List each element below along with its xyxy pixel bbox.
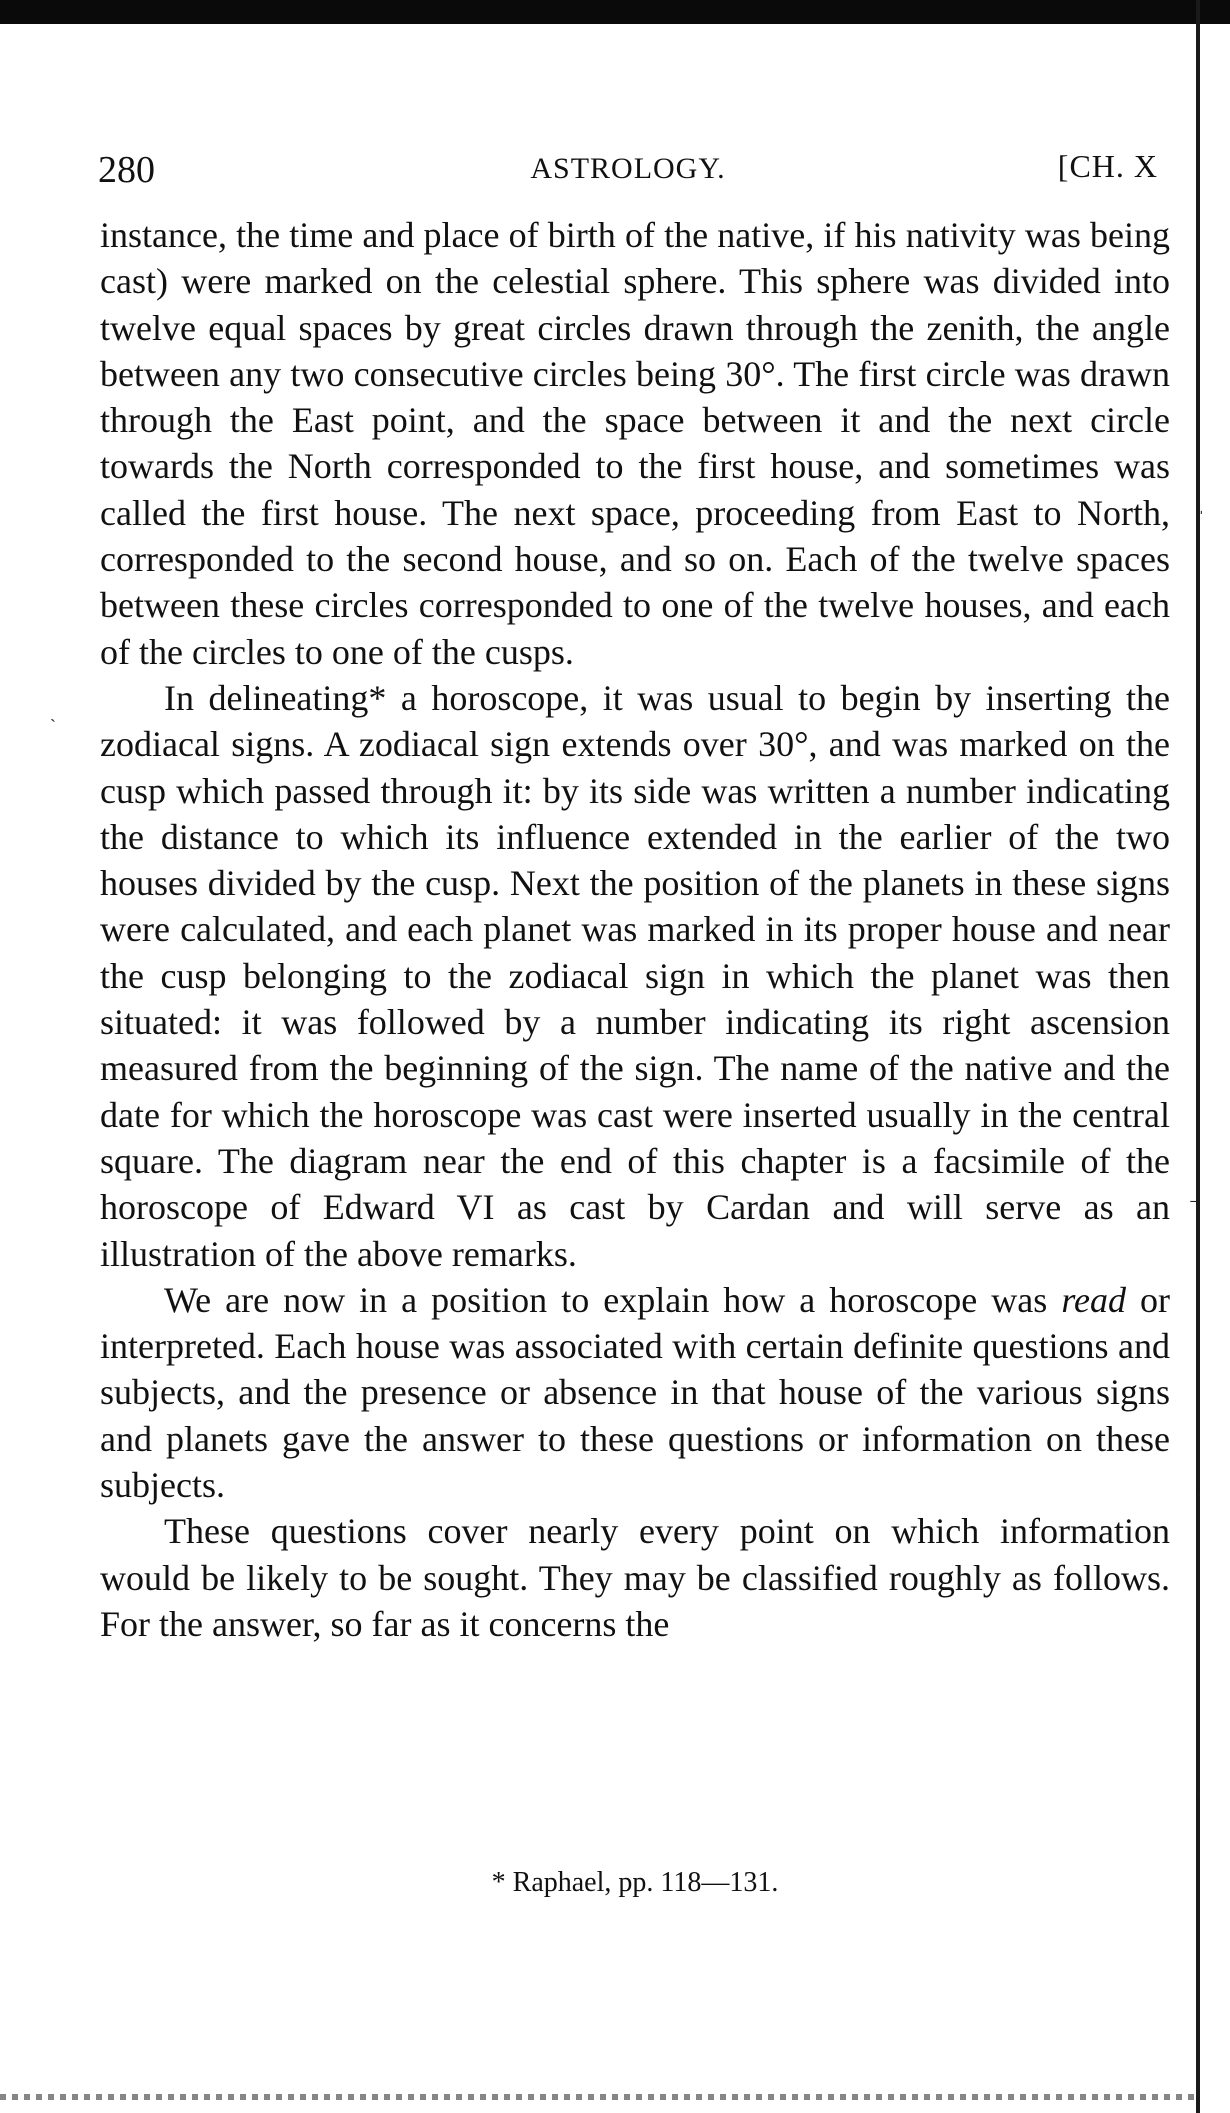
edge-tick-mark: ˈ xyxy=(1196,1790,1203,1812)
footnote: * Raphael, pp. 118—131. xyxy=(491,1867,779,1898)
paragraph-3-end: or interpreted. Each house was associated with certain definite questions and subjects, and the presence or absence in that house of the various signs and planets gave the answer to these questions or information on these subjects. xyxy=(100,1279,1171,1506)
paragraph-3 xyxy=(100,1277,1170,1508)
edge-tick-mark: ˈ xyxy=(1196,1490,1203,1512)
paragraph-2: In delineating* a horoscope, it was usual to begin by inserting the zodiacal signs. A zodiacal sign extends over 30°, and was marked on the cusp which passed through it: by its side was written a number indicating the distance to which its influence extended in the earlier of the two houses divided by the cusp. Next the position of the planets in these signs were calculated, and each planet was marked in its proper house and near the cusp belonging to the zodiacal sign in which the planet was then situated: it was followed by a number indicating its right ascension measured from the beginning of the sign. The name of the native and the date for which the horoscope was cast were inserted usually in the central square. The diagram near the end of this chapter is a facsimile of the horoscope of Edward VI as cast by Cardan and will serve as an illustration of the above remarks. xyxy=(100,677,1170,1274)
page-header xyxy=(98,148,1158,198)
scan-bottom-border xyxy=(0,2094,1200,2100)
scan-top-border xyxy=(0,0,1230,24)
running-title: ASTROLOGY. xyxy=(530,152,726,185)
paragraph-3-start: We are now in a position to explain how a horoscope was xyxy=(164,1279,1048,1320)
margin-mark: ˏ xyxy=(50,702,56,722)
page-number: 280 xyxy=(98,149,155,191)
paragraph-4: These questions cover nearly every point on which information would be likely to be sought. They may be classified roughly as follows. For the answer, so far as it concerns the xyxy=(100,1511,1170,1644)
emphasis-read: read xyxy=(1061,1279,1126,1320)
chapter-label: [CH. X xyxy=(1057,148,1158,184)
edge-tick-mark: ˉ xyxy=(1190,1196,1197,1218)
edge-tick-mark: ˈ xyxy=(1198,508,1205,530)
paragraph-1: instance, the time and place of birth of the native, if his nativity was being cast) were marked on the celestial sphere. This sphere was divided into twelve equal spaces by great circles drawn through the zenith, the angle between any two consecutive circles being 30°. The first circle was drawn through the East point, and the space between it and the next circle towards the North corresponded to the first house, and sometimes was called the first house. The next space, proceeding from East to North, corresponded to the second house, and so on. Each of the twelve spaces between these circles corresponded to one of the twelve houses, and each of the circles to one of the cusps. xyxy=(100,215,1170,672)
body-text xyxy=(100,212,1170,1647)
